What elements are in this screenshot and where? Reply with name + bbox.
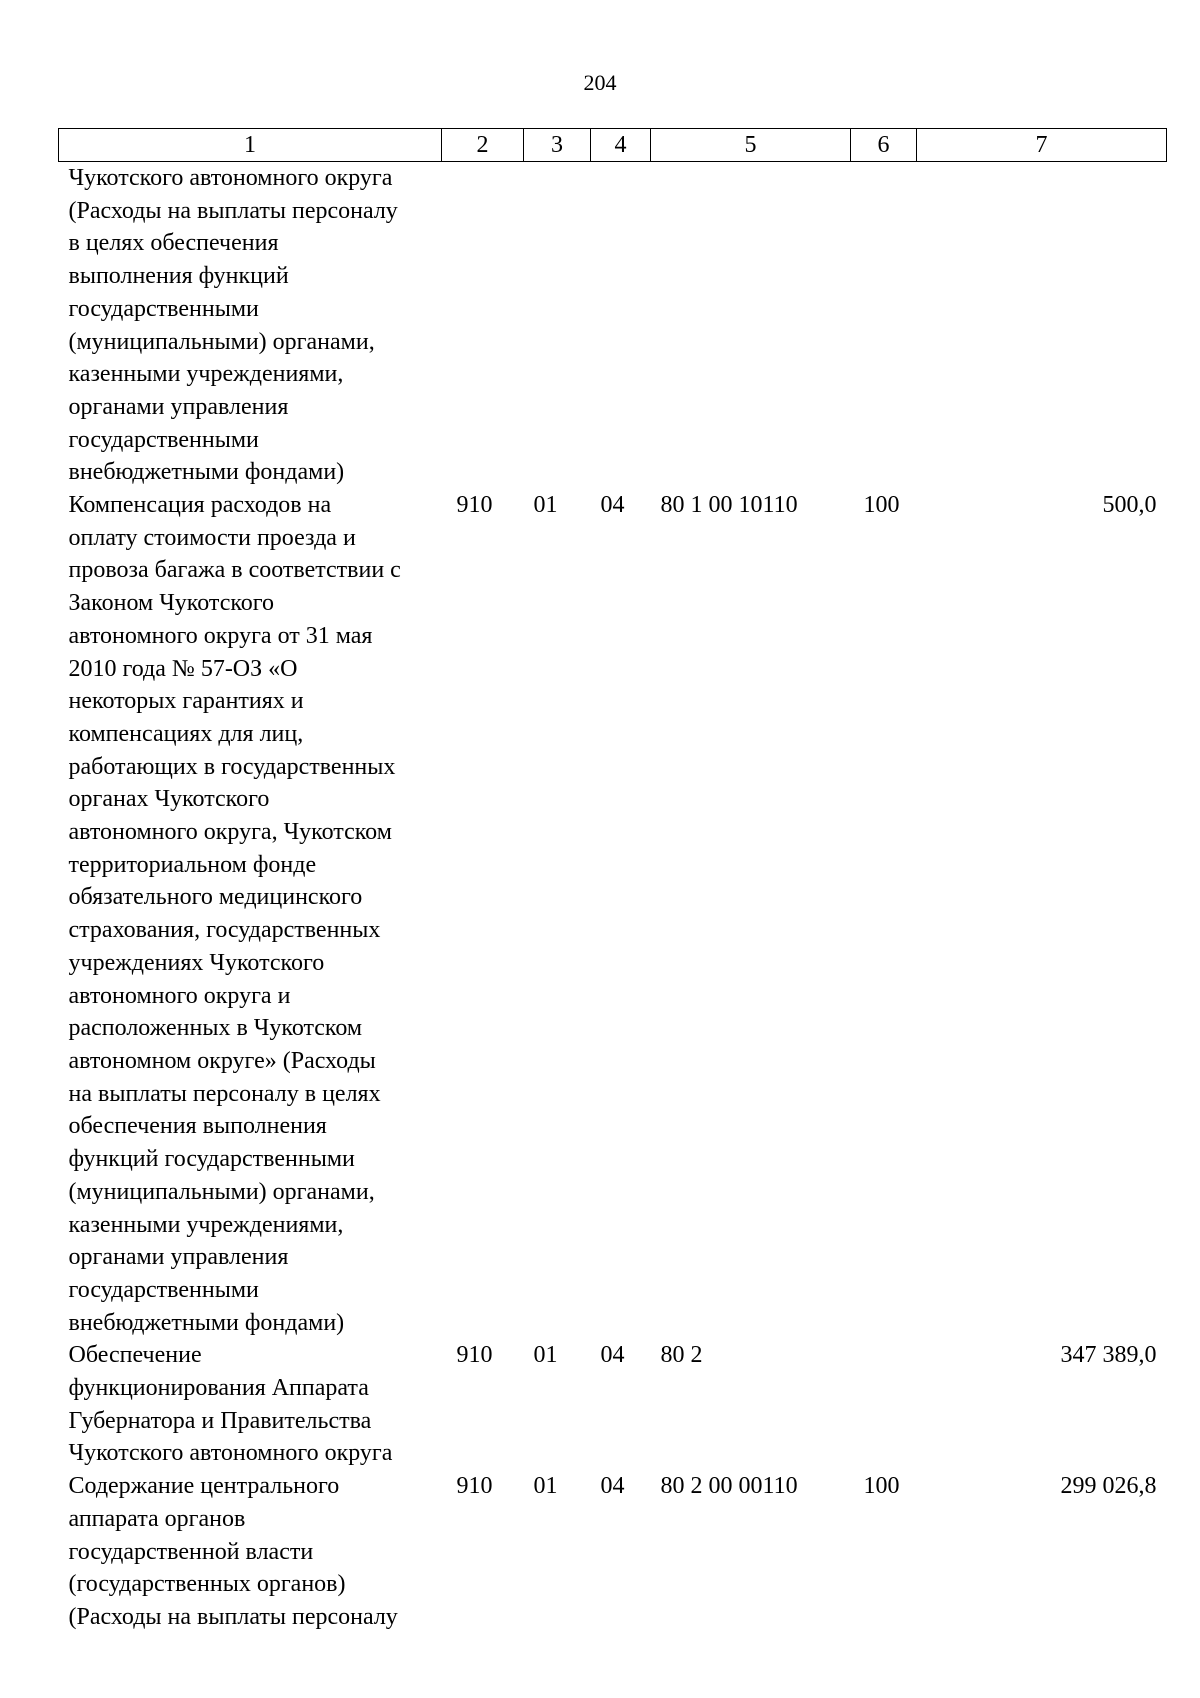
table-row [59, 1470, 1167, 1634]
row-name-cell: Компенсация расходов на оплату стоимости проезда и провоза багажа в соответствии с Законом Чукотского автономного округа от 31 мая 2010 года № 57-ОЗ «О некоторых гарантиях и компенсациях для лиц, работающих в государственных органах Чукотского автономного округа, Чукотском территориальном фонде обязательного медицинского страхования, государственных учреждениях Чукотского автономного округа и расположенных в Чукотском автономном округе» (Расходы на выплаты персоналу в целях обеспечения выполнения функций государственными (муниципальными) органами, казенными учреждениями, органами управления государственными внебюджетными фондами) [68, 492, 401, 1336]
grbs-cell [442, 162, 524, 490]
section-cell: 01 [533, 492, 558, 519]
expense-type-cell [851, 1339, 917, 1470]
expense-type-cell [851, 162, 917, 490]
column-header-4: 4 [591, 129, 651, 162]
section-cell: 01 [533, 1473, 558, 1500]
amount-cell [917, 162, 1167, 490]
row-name-cell: Обеспечение функционирования Аппарата Губернатора и Правительства Чукотского автономного округа [68, 1342, 393, 1467]
target-article-cell [651, 162, 851, 490]
page-number: 204 [583, 70, 617, 95]
table-row [59, 1339, 1167, 1470]
column-header-3: 3 [524, 129, 591, 162]
grbs-cell: 910 [456, 492, 493, 519]
grbs-cell: 910 [456, 1473, 493, 1500]
subsection-cell: 04 [600, 492, 625, 519]
column-header-1: 1 [59, 129, 442, 162]
expense-type-cell: 100 [863, 492, 900, 519]
budget-table [58, 128, 1167, 1634]
subsection-cell [591, 162, 651, 490]
column-header-6: 6 [851, 129, 917, 162]
table-row [59, 489, 1167, 1339]
column-header-2: 2 [442, 129, 524, 162]
section-cell: 01 [533, 1342, 558, 1369]
row-name-cell: Содержание центрального аппарата органов государственной власти (государственных органов) (Расходы на выплаты персоналу [68, 1473, 398, 1630]
amount-cell: 347 389,0 [1060, 1342, 1157, 1369]
expense-type-cell: 100 [863, 1473, 900, 1500]
amount-cell: 299 026,8 [1060, 1473, 1157, 1500]
header-row [59, 129, 1167, 162]
row-name-cell: Чукотского автономного округа (Расходы на выплаты персоналу в целях обеспечения выполнения функций государственными (муниципальными) органами, казенными учреждениями, органами управления государственными внебюджетными фондами) [68, 165, 398, 486]
subsection-cell: 04 [600, 1342, 625, 1369]
table-row [59, 162, 1167, 490]
target-article-cell: 80 1 00 10110 [660, 492, 798, 519]
section-cell [524, 162, 591, 490]
target-article-cell: 80 2 [660, 1342, 703, 1369]
grbs-cell: 910 [456, 1342, 493, 1369]
amount-cell: 500,0 [1102, 492, 1157, 519]
column-header-7: 7 [917, 129, 1167, 162]
target-article-cell: 80 2 00 00110 [660, 1473, 798, 1500]
column-header-5: 5 [651, 129, 851, 162]
subsection-cell: 04 [600, 1473, 625, 1500]
